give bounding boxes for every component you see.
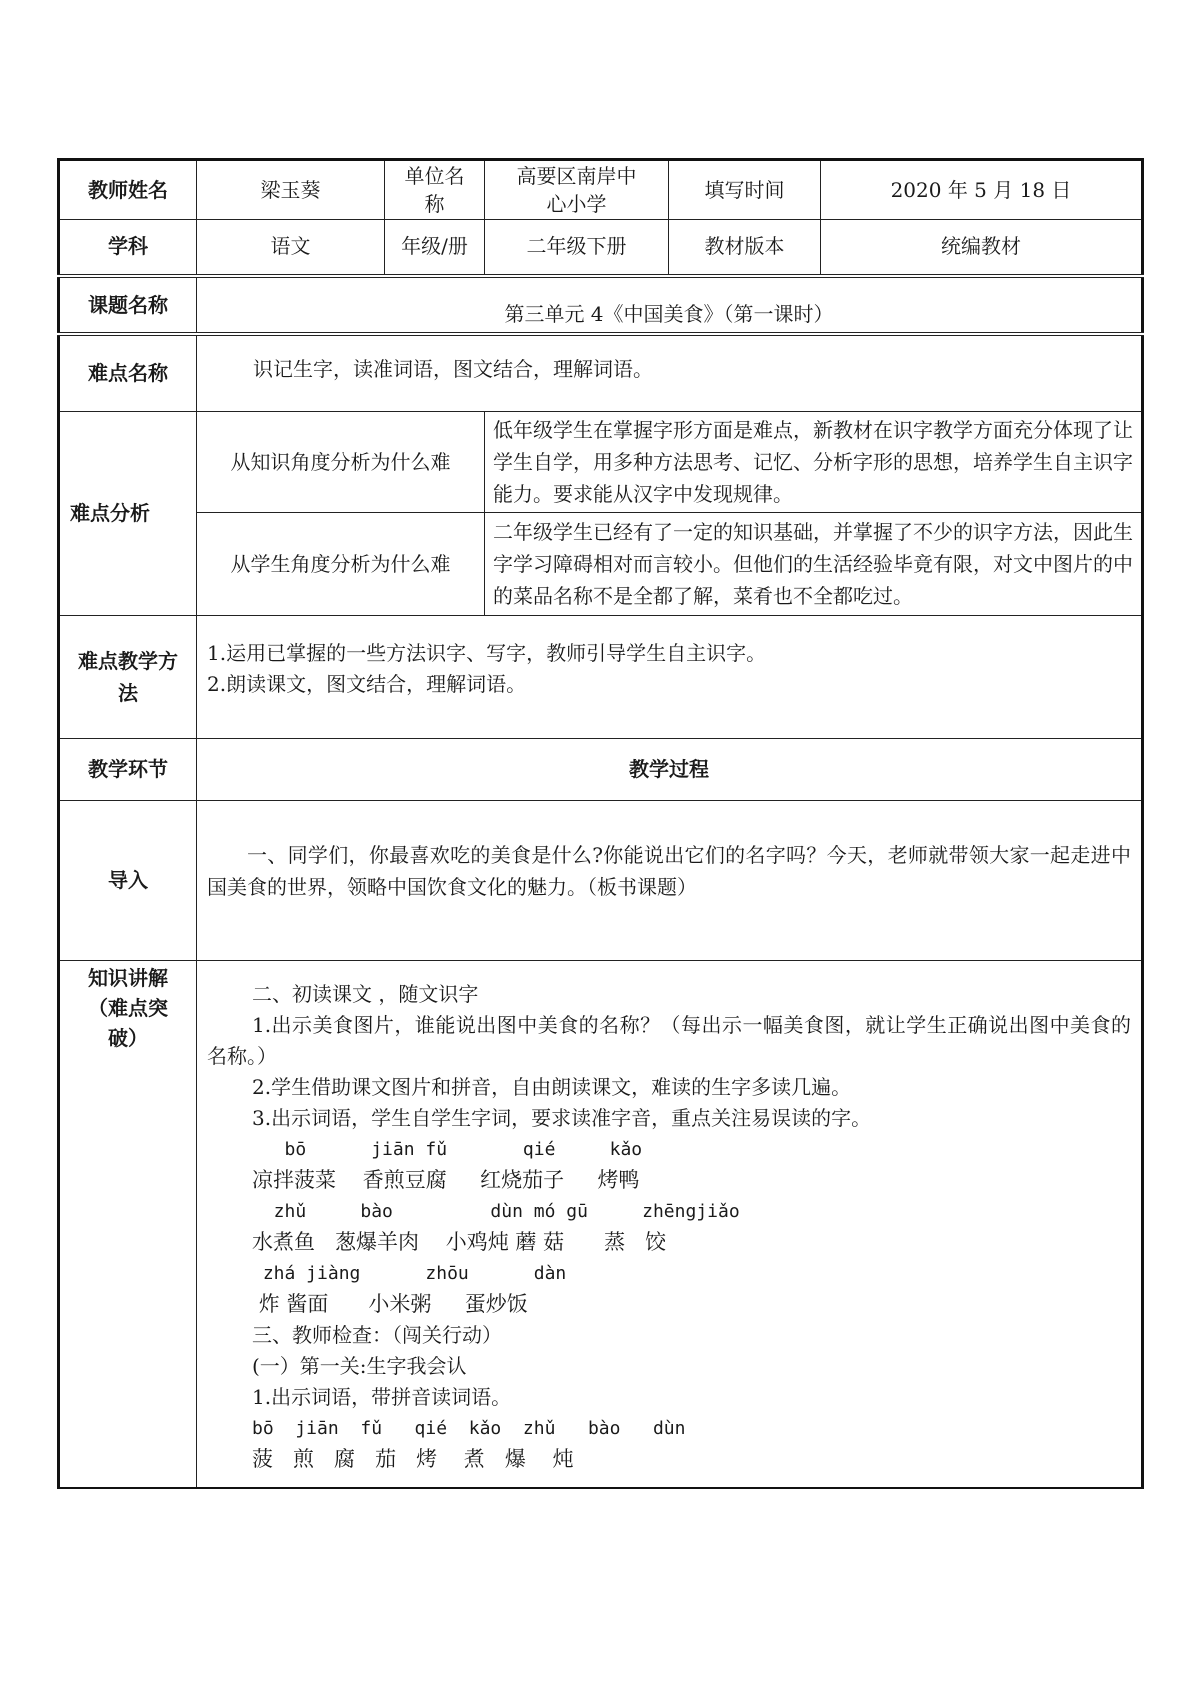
lesson-plan-table: [57, 158, 1144, 1489]
lesson-title-label: 课题名称: [59, 276, 197, 334]
teacher-check: 三、教师检查：（闯关行动）: [252, 1323, 502, 1347]
pinyin-line-3: zhá jiàng zhōu dàn: [252, 1263, 567, 1284]
intro-label: 导入: [59, 801, 197, 961]
lesson-plan-page: [57, 158, 1141, 1489]
student-angle-text: 二年级学生已经有了一定的知识基础，并掌握了不少的识字方法，因此生字学习障碍相对而言较小。但他们的生活经验毕竟有限，对文中图片的中的菜品名称不是全都了解，菜肴也不全都吃过。: [485, 513, 1143, 616]
knowledge-angle-text: 低年级学生在掌握字形方面是难点，新教材在识字教学方面充分体现了让学生自学，用多种方法思考、记忆、分析字形的思想，培养学生自主识字能力。要求能从汉字中发现规律。: [485, 412, 1143, 513]
words-line-2: 水煮鱼 葱爆羊肉 小鸡炖 蘑 菇 蒸 饺: [252, 1230, 667, 1254]
knowledge-label: [59, 961, 197, 1488]
knowledge-angle-label: 从知识角度分析为什么难: [197, 412, 485, 513]
subject-label: 学科: [59, 220, 197, 276]
pinyin-line-2: zhǔ bào dùn mó gū zhēngjiǎo: [252, 1201, 740, 1222]
subject-value: 语文: [197, 220, 385, 276]
method-cell: [197, 616, 1143, 739]
method-item-2: 2.朗读课文，图文结合，理解词语。: [207, 672, 527, 696]
knowledge-p3: 3.出示词语，学生自学生字词，要求读准字音，重点关注易误读的字。: [252, 1106, 872, 1130]
knowledge-label-line-1: 知识讲解: [88, 966, 168, 990]
intro-cell: [197, 801, 1143, 961]
fill-time-value: 2020 年 5 月 18 日: [821, 160, 1143, 220]
teacher-name-value: 梁玉葵: [197, 160, 385, 220]
knowledge-label-line-3: 破）: [108, 1026, 148, 1050]
fill-time-label: 填写时间: [669, 160, 821, 220]
lesson-title-value: 第三单元 4《中国美食》（第一课时）: [197, 276, 1143, 334]
step-header-label: 教学环节: [59, 739, 197, 801]
edition-value: 统编教材: [821, 220, 1143, 276]
knowledge-cell: [197, 961, 1143, 1488]
analysis-label: 难点分析: [59, 412, 197, 616]
difficulty-value: 识记生字，读准词语，图文结合，理解词语。: [197, 334, 1143, 412]
knowledge-p2: 2.学生借助课文图片和拼音，自由朗读课文，难读的生字多读几遍。: [252, 1075, 852, 1099]
edition-label: 教材版本: [669, 220, 821, 276]
knowledge-heading: 二、初读课文 ，随文识字: [252, 982, 479, 1006]
pinyin-line-1: bō jiān fǔ qié kǎo: [252, 1139, 643, 1160]
teacher-name-label: 教师姓名: [59, 160, 197, 220]
grade-value: 二年级下册: [485, 220, 669, 276]
process-header-label: 教学过程: [197, 739, 1143, 801]
pinyin-line-4: bō jiān fǔ qié kǎo zhǔ bào dùn: [252, 1418, 686, 1439]
words-line-3: 炸 酱面 小米粥 蛋炒饭: [252, 1292, 528, 1316]
unit-name-value: 高要区南岸中心小学: [485, 160, 669, 220]
knowledge-p1: 1.出示美食图片，谁能说出图中美食的名称？（每出示一幅美食图，就让学生正确说出图中美食的名称。）: [207, 1013, 1131, 1068]
level-one-title: (一）第一关:生字我会认: [252, 1354, 467, 1378]
unit-name-label: 单位名称: [385, 160, 485, 220]
knowledge-label-line-2: （难点突: [88, 996, 168, 1020]
method-item-1: 1.运用已掌握的一些方法识字、写字，教师引导学生自主识字。: [207, 641, 767, 665]
method-label: 难点教学方法: [59, 616, 197, 739]
intro-text: 一、同学们，你最喜欢吃的美食是什么?你能说出它们的名字吗？今天，老师就带领大家一起走进中国美食的世界，领略中国饮食文化的魅力。（板书课题）: [207, 843, 1131, 899]
difficulty-label: 难点名称: [59, 334, 197, 412]
show-words-instruction: 1.出示词语，带拼音读词语。: [252, 1385, 512, 1409]
chars-line-4: 菠 煎 腐 茄 烤 煮 爆 炖: [252, 1447, 574, 1471]
grade-label: 年级/册: [385, 220, 485, 276]
words-line-1: 凉拌菠菜 香煎豆腐 红烧茄子 烤鸭: [252, 1168, 640, 1192]
student-angle-label: 从学生角度分析为什么难: [197, 513, 485, 616]
